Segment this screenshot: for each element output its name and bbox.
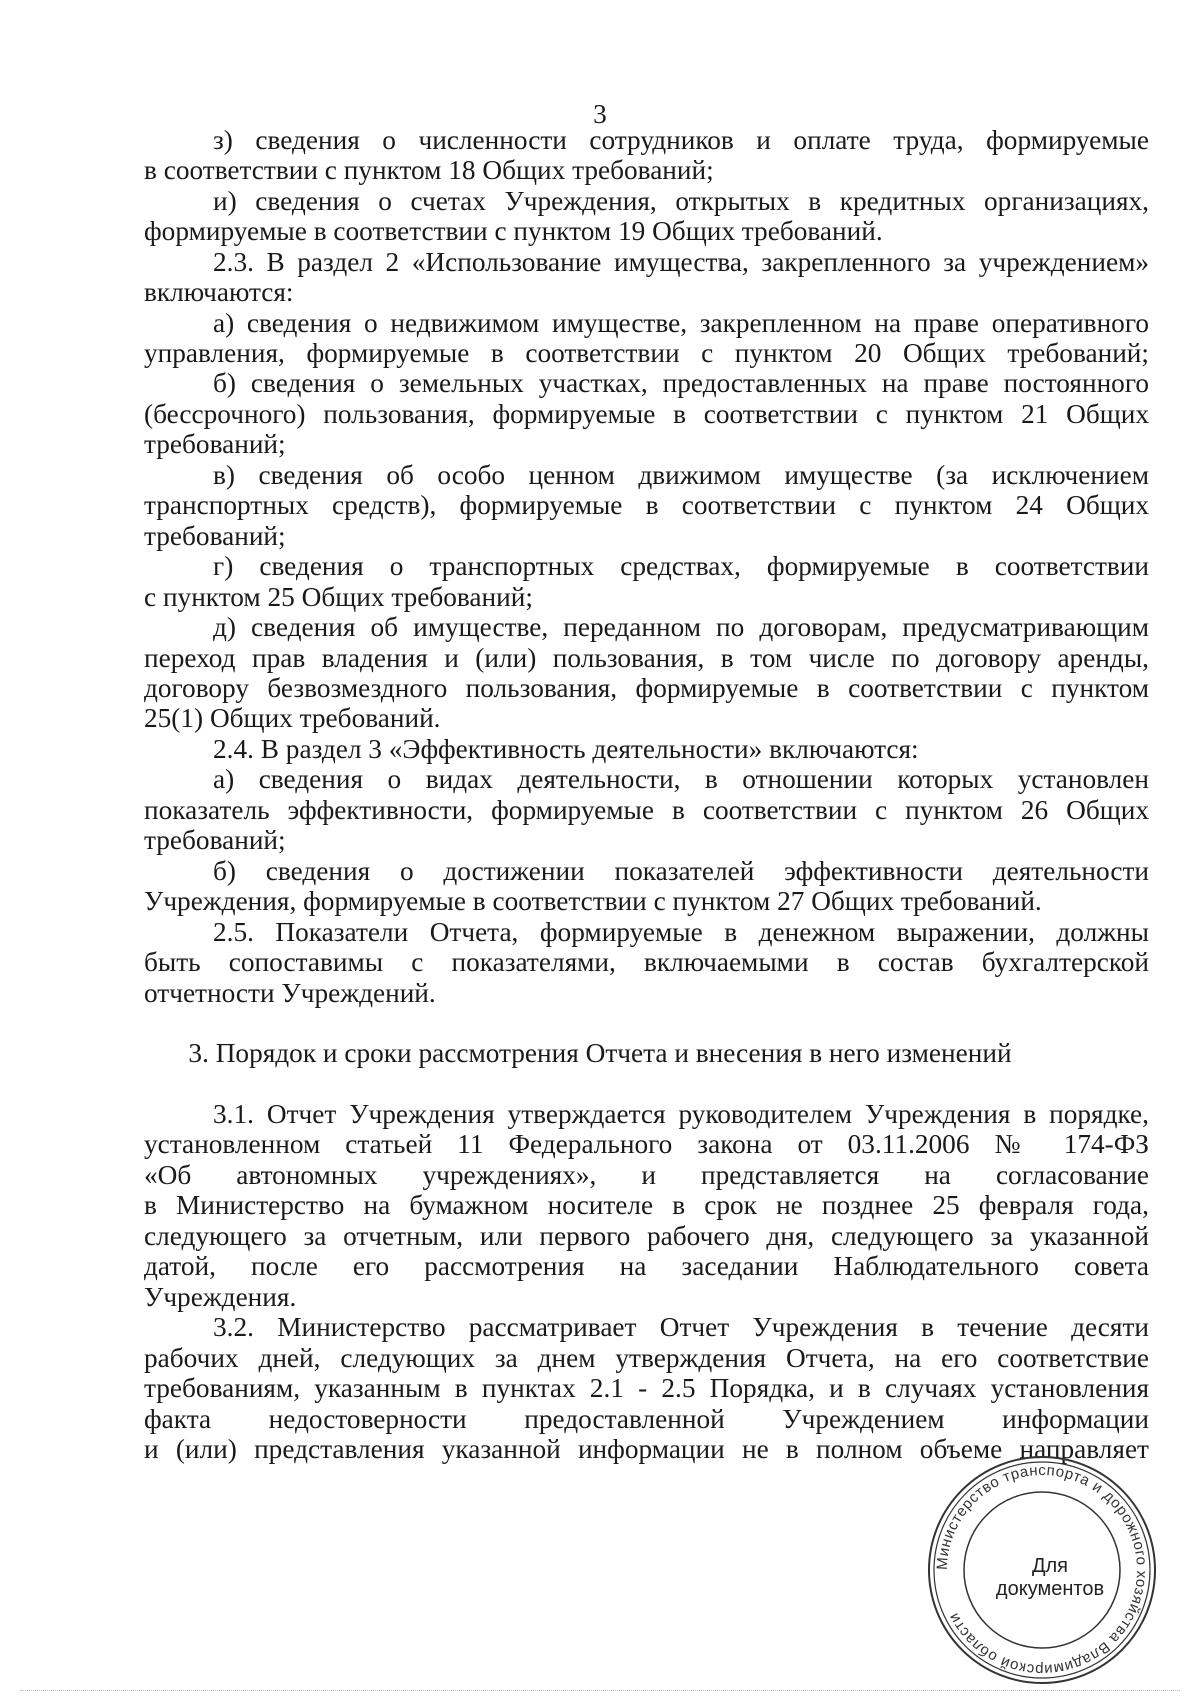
text-line: требований;: [144, 521, 286, 551]
text-line: Учреждения.: [144, 1282, 297, 1312]
text-line: с пунктом 25 Общих требований;: [144, 582, 533, 612]
text-line: 3.2. Министерство рассматривает Отчет Учреждения в течение десяти: [213, 1312, 1149, 1342]
text-line: требований;: [144, 429, 286, 459]
text-line: отчетности Учреждений.: [144, 978, 436, 1008]
text-line: управления, формируемые в соответствии с пунктом 20 Общих требований;: [144, 338, 1149, 368]
text-line: следующего за отчетным, или первого рабочего дня, следующего за указанной: [144, 1221, 1149, 1251]
text-line: б) сведения о достижении показателей эффективности деятельности: [213, 856, 1149, 886]
text-line: установленном статьей 11 Федерального закона от 03.11.2006 № 174-ФЗ: [144, 1129, 1149, 1159]
text-line: и (или) представления указанной информации не в полном объеме направляет: [144, 1434, 1149, 1464]
text-line: 2.3. В раздел 2 «Использование имущества, закрепленного за учреждением»: [213, 247, 1149, 277]
text-line: и) сведения о счетах Учреждения, открытых в кредитных организациях,: [213, 186, 1149, 216]
text-line: транспортных средств), формируемые в соответствии с пунктом 24 Общих: [144, 490, 1149, 520]
text-line: 3.1. Отчет Учреждения утверждается руководителем Учреждения в порядке,: [213, 1099, 1149, 1129]
text-line: а) сведения о видах деятельности, в отношении которых установлен: [213, 764, 1149, 794]
bottom-edge-dots: [20, 1690, 1180, 1691]
text-line: переход прав владения и (или) пользования, в том числе по договору аренды,: [144, 643, 1149, 673]
text-line: формируемые в соответствии с пунктом 19 Общих требований.: [144, 216, 883, 246]
page-number: 3: [593, 99, 607, 129]
text-line: в соответствии с пунктом 18 Общих требований;: [144, 155, 714, 185]
text-line: а) сведения о недвижимом имуществе, закрепленном на праве оперативного: [213, 308, 1149, 338]
text-line: быть сопоставимы с показателями, включаемыми в состав бухгалтерской: [144, 947, 1149, 977]
text-line: 2.5. Показатели Отчета, формируемые в денежном выражении, должны: [213, 917, 1149, 947]
stamp-center-text: Для документов: [995, 1555, 1105, 1600]
text-line: договору безвозмездного пользования, формируемые в соответствии с пунктом: [144, 673, 1149, 703]
text-line: датой, после его рассмотрения на заседании Наблюдательного совета: [144, 1251, 1149, 1281]
text-line: факта недостоверности предоставленной Учреждением информации: [144, 1404, 1149, 1434]
text-line: д) сведения об имуществе, переданном по договорам, предусматривающим: [213, 612, 1149, 642]
text-line: б) сведения о земельных участках, предоставленных на праве постоянного: [213, 368, 1149, 398]
text-line: г) сведения о транспортных средствах, формируемые в соответствии: [213, 551, 1149, 581]
text-line: требованиям, указанным в пунктах 2.1 - 2.5 Порядка, и в случаях установления: [144, 1373, 1149, 1403]
text-line: 2.4. В раздел 3 «Эффективность деятельности» включаются:: [213, 734, 919, 764]
text-line: в Министерство на бумажном носителе в срок не позднее 25 февраля года,: [144, 1190, 1149, 1220]
stamp-ring-text: Министерство транспорта и дорожного хозяйства Владимирской области: [933, 1461, 1151, 1679]
text-line: включаются:: [144, 277, 294, 307]
text-line: показатель эффективности, формируемые в соответствии с пунктом 26 Общих: [144, 795, 1149, 825]
text-line: (бессрочного) пользования, формируемые в соответствии с пунктом 21 Общих: [144, 399, 1149, 429]
text-line: Учреждения, формируемые в соответствии с пунктом 27 Общих требований.: [144, 886, 1042, 916]
text-line: з) сведения о численности сотрудников и оплате труда, формируемые: [213, 125, 1149, 155]
section-heading: 3. Порядок и сроки рассмотрения Отчета и внесения в него изменений: [188, 1038, 1012, 1068]
text-line: рабочих дней, следующих за днем утверждения Отчета, на его соответствие: [144, 1343, 1149, 1373]
text-line: 25(1) Общих требований.: [144, 703, 441, 733]
text-line: «Об автономных учреждениях», и представляется на согласование: [144, 1160, 1149, 1190]
text-line: в) сведения об особо ценном движимом имуществе (за исключением: [213, 460, 1149, 490]
text-line: требований;: [144, 825, 286, 855]
